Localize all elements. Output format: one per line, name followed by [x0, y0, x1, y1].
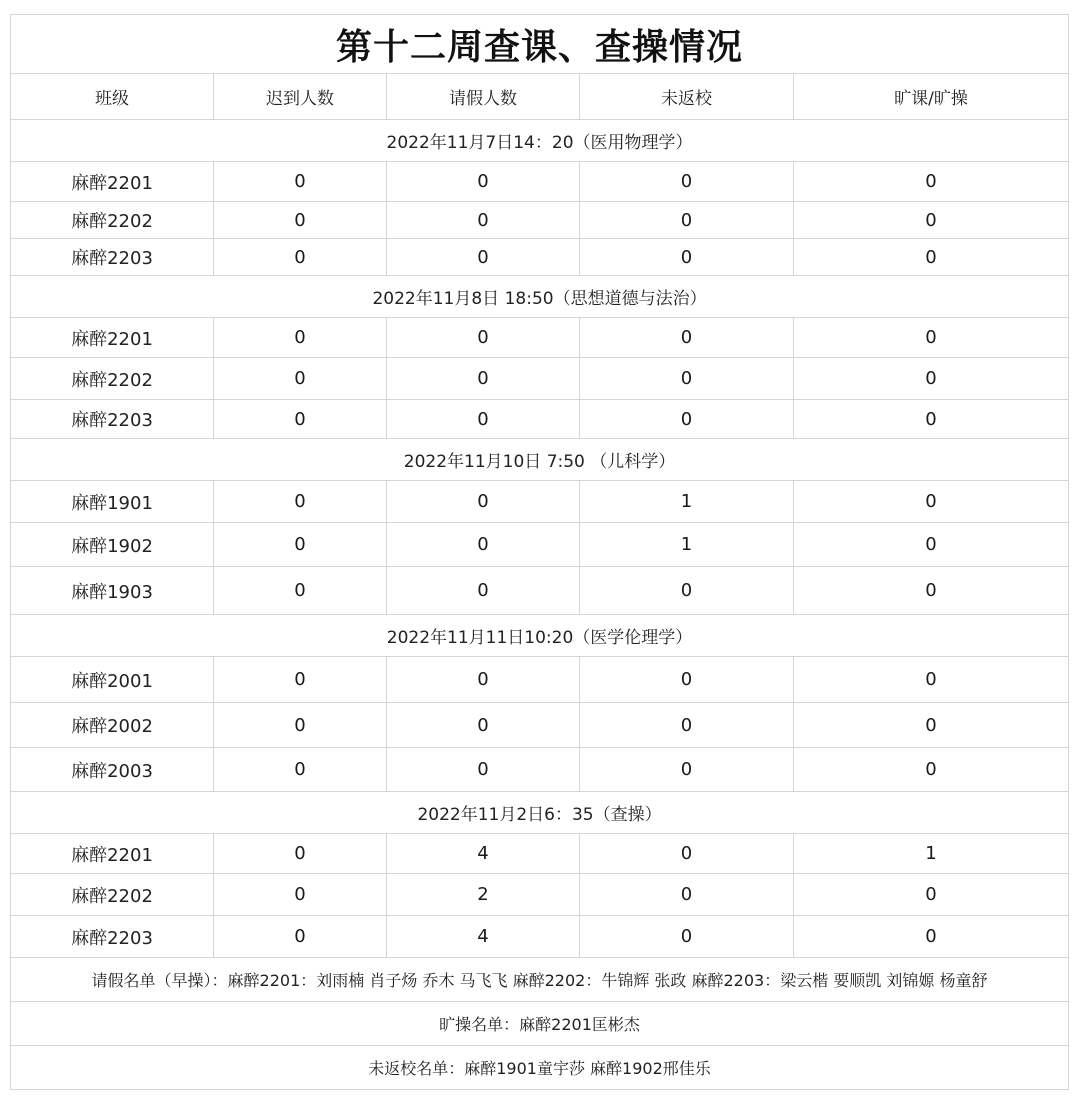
leave-list-note: 请假名单（早操）：麻醉2201：刘雨楠 肖子炀 乔木 马飞飞 麻醉2202：牛锦辉 张政 麻醉2203：梁云楷 要顺凯 刘锦嫄 杨童舒 — [11, 958, 1069, 1002]
leave-count-cell: 4 — [387, 834, 580, 874]
class-name-cell: 麻醉1902 — [11, 523, 214, 567]
table-row — [11, 202, 1069, 239]
table-row — [11, 481, 1069, 523]
sheet-title: 第十二周查课、查操情况 — [11, 15, 1069, 74]
col-header-leave: 请假人数 — [387, 74, 580, 120]
absent-count-cell: 0 — [794, 567, 1069, 615]
col-header-late: 迟到人数 — [214, 74, 387, 120]
table-row — [11, 318, 1069, 358]
absent-count-cell: 0 — [794, 748, 1069, 792]
class-name-cell: 麻醉1903 — [11, 567, 214, 615]
not-returned-cell: 1 — [580, 523, 794, 567]
leave-count-cell: 0 — [387, 657, 580, 703]
not-returned-cell: 0 — [580, 748, 794, 792]
late-count-cell: 0 — [214, 358, 387, 400]
not-returned-cell: 0 — [580, 358, 794, 400]
table-row — [11, 523, 1069, 567]
late-count-cell: 0 — [214, 523, 387, 567]
not-returned-cell: 0 — [580, 400, 794, 439]
absent-count-cell: 0 — [794, 400, 1069, 439]
session-header-row — [11, 439, 1069, 481]
table-row — [11, 239, 1069, 276]
col-header-absent: 旷课/旷操 — [794, 74, 1069, 120]
class-name-cell: 麻醉2202 — [11, 358, 214, 400]
absent-count-cell: 0 — [794, 523, 1069, 567]
late-count-cell: 0 — [214, 481, 387, 523]
late-count-cell: 0 — [214, 703, 387, 748]
col-header-not-returned: 未返校 — [580, 74, 794, 120]
note-row — [11, 958, 1069, 1002]
not-returned-cell: 0 — [580, 567, 794, 615]
leave-count-cell: 0 — [387, 162, 580, 202]
attendance-sheet — [10, 14, 1068, 1090]
leave-count-cell: 0 — [387, 748, 580, 792]
leave-count-cell: 0 — [387, 703, 580, 748]
leave-count-cell: 0 — [387, 523, 580, 567]
table-row — [11, 874, 1069, 916]
leave-count-cell: 0 — [387, 358, 580, 400]
class-name-cell: 麻醉2201 — [11, 834, 214, 874]
table-row — [11, 567, 1069, 615]
absent-count-cell: 0 — [794, 916, 1069, 958]
leave-count-cell: 0 — [387, 567, 580, 615]
late-count-cell: 0 — [214, 748, 387, 792]
table-row — [11, 834, 1069, 874]
leave-count-cell: 0 — [387, 400, 580, 439]
class-name-cell: 麻醉2203 — [11, 400, 214, 439]
note-row — [11, 1046, 1069, 1090]
class-name-cell: 麻醉2001 — [11, 657, 214, 703]
class-name-cell: 麻醉2003 — [11, 748, 214, 792]
late-count-cell: 0 — [214, 162, 387, 202]
leave-count-cell: 0 — [387, 202, 580, 239]
not-returned-cell: 1 — [580, 481, 794, 523]
class-name-cell: 麻醉2201 — [11, 162, 214, 202]
late-count-cell: 0 — [214, 657, 387, 703]
session-header-row — [11, 615, 1069, 657]
not-returned-cell: 0 — [580, 318, 794, 358]
late-count-cell: 0 — [214, 567, 387, 615]
class-name-cell: 麻醉2202 — [11, 874, 214, 916]
table-row — [11, 358, 1069, 400]
late-count-cell: 0 — [214, 834, 387, 874]
table-body — [11, 15, 1069, 1090]
session-label: 2022年11月2日6：35（查操） — [11, 792, 1069, 834]
not-returned-cell: 0 — [580, 202, 794, 239]
absent-count-cell: 0 — [794, 318, 1069, 358]
class-name-cell: 麻醉2202 — [11, 202, 214, 239]
leave-count-cell: 0 — [387, 318, 580, 358]
session-header-row — [11, 276, 1069, 318]
absent-count-cell: 0 — [794, 358, 1069, 400]
leave-count-cell: 4 — [387, 916, 580, 958]
absent-count-cell: 1 — [794, 834, 1069, 874]
table-row — [11, 657, 1069, 703]
not-returned-cell: 0 — [580, 657, 794, 703]
attendance-table — [10, 14, 1069, 1090]
table-row — [11, 703, 1069, 748]
note-row — [11, 1002, 1069, 1046]
not-returned-cell: 0 — [580, 703, 794, 748]
table-row — [11, 748, 1069, 792]
session-label: 2022年11月8日 18:50（思想道德与法治） — [11, 276, 1069, 318]
not-returned-cell: 0 — [580, 916, 794, 958]
absent-count-cell: 0 — [794, 481, 1069, 523]
not-returned-cell: 0 — [580, 162, 794, 202]
session-label: 2022年11月10日 7:50 （儿科学） — [11, 439, 1069, 481]
class-name-cell: 麻醉2203 — [11, 916, 214, 958]
session-header-row — [11, 120, 1069, 162]
late-count-cell: 0 — [214, 400, 387, 439]
not-returned-cell: 0 — [580, 834, 794, 874]
not-returned-list-note: 未返校名单：麻醉1901童宇莎 麻醉1902邢佳乐 — [11, 1046, 1069, 1090]
table-row — [11, 916, 1069, 958]
leave-count-cell: 0 — [387, 481, 580, 523]
late-count-cell: 0 — [214, 318, 387, 358]
absent-count-cell: 0 — [794, 874, 1069, 916]
absent-count-cell: 0 — [794, 239, 1069, 276]
session-label: 2022年11月7日14：20（医用物理学） — [11, 120, 1069, 162]
table-row — [11, 162, 1069, 202]
class-name-cell: 麻醉2002 — [11, 703, 214, 748]
header-row — [11, 74, 1069, 120]
absent-count-cell: 0 — [794, 657, 1069, 703]
session-label: 2022年11月11日10:20（医学伦理学） — [11, 615, 1069, 657]
session-header-row — [11, 792, 1069, 834]
class-name-cell: 麻醉1901 — [11, 481, 214, 523]
absent-list-note: 旷操名单：麻醉2201匡彬杰 — [11, 1002, 1069, 1046]
absent-count-cell: 0 — [794, 162, 1069, 202]
late-count-cell: 0 — [214, 239, 387, 276]
table-row — [11, 400, 1069, 439]
class-name-cell: 麻醉2203 — [11, 239, 214, 276]
leave-count-cell: 2 — [387, 874, 580, 916]
not-returned-cell: 0 — [580, 239, 794, 276]
leave-count-cell: 0 — [387, 239, 580, 276]
absent-count-cell: 0 — [794, 202, 1069, 239]
class-name-cell: 麻醉2201 — [11, 318, 214, 358]
late-count-cell: 0 — [214, 202, 387, 239]
col-header-class: 班级 — [11, 74, 214, 120]
late-count-cell: 0 — [214, 916, 387, 958]
not-returned-cell: 0 — [580, 874, 794, 916]
late-count-cell: 0 — [214, 874, 387, 916]
title-row — [11, 15, 1069, 74]
absent-count-cell: 0 — [794, 703, 1069, 748]
